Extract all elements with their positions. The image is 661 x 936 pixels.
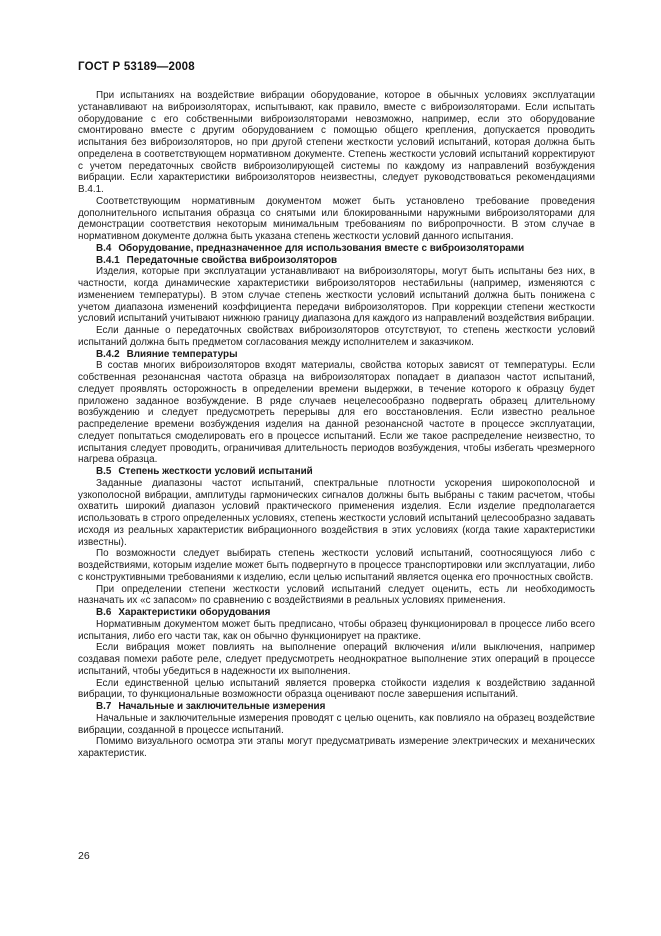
section-number: В.6 bbox=[96, 607, 112, 618]
body-paragraph: Если данные о передаточных свойствах виброизоляторов отсутствуют, то степень жесткости условий испытаний должна быть предметом согласования между исполнителем и заказчиком. bbox=[78, 325, 595, 348]
section-title: Характеристики оборудования bbox=[118, 607, 271, 618]
body-paragraph: По возможности следует выбирать степень жесткости условий испытаний, соотносящуюся либо с воздействиями, которым изделие может быть подвергнуто в процессе транспортировки или эксплуатации, либо с конструктивными требованиями к изделию, если целью испытаний является оценка его прочностных свойств. bbox=[78, 548, 595, 583]
section-heading bbox=[78, 243, 595, 255]
body-paragraph: Если вибрация может повлиять на выполнение операций включения и/или выключения, например создавая помехи работе реле, следует предусмотреть неоднократное выполнение этих операций в процессе испытаний, чтобы убедиться в надежности их выполнения. bbox=[78, 642, 595, 677]
section-heading bbox=[78, 255, 595, 267]
body-paragraph: При испытаниях на воздействие вибрации оборудование, которое в обычных условиях эксплуатации устанавливают на виброизоляторах, испытывают, как правило, вместе с виброизоляторами. Если испытать оборудование с его собственными виброизоляторами невозможно, например, если это оборудование смонтировано вместе с другим оборудованием с помощью общего крепления, допускается проводить испытания без виброизоляторов, но при другой степени жесткости условий испытаний, которая должна быть определена в соответствующем нормативном документе. Степень жесткости условий испытаний корректируют с учетом передаточных свойств виброизолирующей системы по каждому из направлений возбуждения вибрации. Если характеристики виброизоляторов неизвестны, следует руководствоваться рекомендациями В.4.1. bbox=[78, 90, 595, 195]
section-heading bbox=[78, 607, 595, 619]
section-heading bbox=[78, 701, 595, 713]
section-number: В.7 bbox=[96, 701, 112, 712]
page-number: 26 bbox=[78, 850, 90, 862]
document-header: ГОСТ Р 53189—2008 bbox=[78, 61, 195, 73]
section-title: Степень жесткости условий испытаний bbox=[118, 466, 313, 477]
section-title: Влияние температуры bbox=[126, 348, 238, 360]
section-number: В.4 bbox=[96, 242, 112, 254]
body-paragraph: Соответствующим нормативным документом может быть установлено требование проведения дополнительного испытания образца со снятыми или блокированными наружными виброизоляторами для демонстрации соответствия некоторым минимальным требованиям по вибропрочности. В этом случае в нормативном документе должна быть указана степень жесткости условий данного испытания. bbox=[78, 195, 595, 242]
body-paragraph: Помимо визуального осмотра эти этапы могут предусматривать измерение электрических и механических характеристик. bbox=[78, 736, 595, 759]
body-paragraph: В состав многих виброизоляторов входят материалы, свойства которых зависят от температуры. Если собственная резонансная частота образца на виброизоляторах попадает в диапазон частот испытаний, следует проявлять осторожность в определении времени выдержки, в течение которого к образцу будет приложено заданное возбуждение. В ряде случаев нецелесообразно подвергать образец длительному возбуждению и следует предусмотреть перерывы для его восстановления. Если известно реальное распределение времени возбуждения изделия на данной резонансной частоте в процессе эксплуатации, следует попытаться смоделировать его в процессе испытаний. Если же такое распределение неизвестно, то испытания следует проводить, ограничивая длительность периодов возбуждения, чтобы избегать чрезмерного нагрева образца. bbox=[78, 360, 595, 466]
body-paragraph: Начальные и заключительные измерения проводят с целью оценить, как повлияло на образец воздействие вибрации, созданной в процессе испытаний. bbox=[78, 712, 595, 736]
section-title: Оборудование, предназначенное для использования вместе с виброизоляторами bbox=[118, 242, 525, 254]
section-number: В.4.2 bbox=[96, 348, 120, 360]
document-body bbox=[78, 90, 595, 760]
body-paragraph: Если единственной целью испытаний является проверка стойкости изделия к воздействию заданной вибрации, то функциональные возможности образца оценивают после завершения испытаний. bbox=[78, 677, 595, 701]
section-heading bbox=[78, 466, 595, 478]
body-paragraph: Нормативным документом может быть предписано, чтобы образец функционировал в процессе либо всего испытания, либо его части так, как он обычно функционирует на практике. bbox=[78, 618, 595, 642]
section-title: Передаточные свойства виброизоляторов bbox=[126, 254, 338, 266]
section-heading bbox=[78, 349, 595, 361]
section-number: В.5 bbox=[96, 466, 112, 477]
section-title: Начальные и заключительные измерения bbox=[118, 701, 326, 712]
body-paragraph: Изделия, которые при эксплуатации устанавливают на виброизоляторы, могут быть испытаны без них, в частности, когда динамические характеристики виброизоляторов нестабильны (например, изменяются с изменением температуры). В этом случае степень жесткости условий испытаний должна быть понижена с учетом диапазона изменений коэффициента передачи виброизоляторов. При коррекции степени жесткости условий испытаний учитывают нижнюю границу диапазона для каждого из направлений воздействия вибрации. bbox=[78, 266, 595, 325]
body-paragraph: При определении степени жесткости условий испытаний следует оценить, есть ли необходимость назначать их «с запасом» по сравнению с воздействиями в реальных условиях применения. bbox=[78, 583, 595, 607]
section-number: В.4.1 bbox=[96, 254, 120, 266]
body-paragraph: Заданные диапазоны частот испытаний, спектральные плотности ускорения широкополосной и узкополосной вибрации, амплитуды гармонических сигналов должны быть выбраны с таким расчетом, чтобы охватить широкий диапазон условий практического применения изделия. Если изделие предполагается использовать в строго определенных условиях, степень жесткости условий испытаний целесообразно задавать исходя из реальных характеристик вибрационного воздействия в этих условиях (когда такие характеристики известны). bbox=[78, 477, 595, 548]
